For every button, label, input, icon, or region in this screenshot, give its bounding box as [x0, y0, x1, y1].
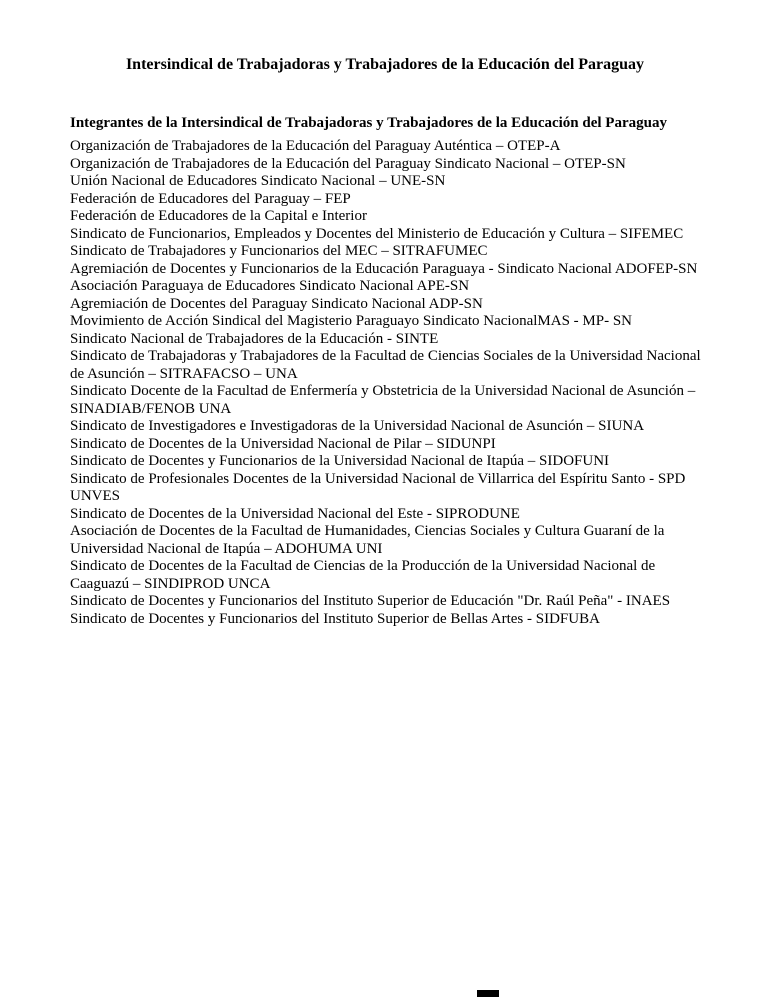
organization-item: Unión Nacional de Educadores Sindicato Nacional – UNE-SN	[70, 173, 446, 189]
section-heading: Integrantes de la Intersindical de Trabajadoras y Trabajadores de la Educación del Paraguay	[70, 115, 667, 132]
organization-item: Sindicato de Trabajadoras y Trabajadores de la Facultad de Ciencias Sociales de la Universidad Nacional de Asunción – SITRAFACSO – UNA	[70, 348, 701, 382]
organization-item: Sindicato de Trabajadores y Funcionarios del MEC – SITRAFUMEC	[70, 243, 488, 259]
organization-item: Agremiación de Docentes y Funcionarios de la Educación Paraguaya - Sindicato Nacional ADOFEP-SN	[70, 260, 698, 277]
organization-list	[70, 138, 704, 628]
document-title: Intersindical de Trabajadoras y Trabajadores de la Educación del Paraguay	[125, 55, 645, 73]
organization-item: Organización de Trabajadores de la Educación del Paraguay Sindicato Nacional – OTEP-SN	[70, 155, 626, 172]
organization-item: Movimiento de Acción Sindical del Magisterio Paraguayo Sindicato NacionalMAS - MP- SN	[70, 313, 633, 329]
organization-item: Organización de Trabajadores de la Educación del Paraguay Auténtica – OTEP-A	[70, 138, 561, 154]
organization-item: Sindicato de Docentes de la Facultad de Ciencias de la Producción de la Universidad Nacional de Caaguazú – SINDIPROD UNCA	[70, 558, 656, 592]
organization-item: Sindicato de Profesionales Docentes de la Universidad Nacional de Villarrica del Espíritu Santo - SPD UNVES	[70, 470, 686, 504]
organization-item: Asociación Paraguaya de Educadores Sindicato Nacional APE-SN	[70, 278, 470, 294]
organization-item: Agremiación de Docentes del Paraguay Sindicato Nacional ADP-SN	[70, 295, 483, 312]
organization-item: Sindicato de Investigadores e Investigadoras de la Universidad Nacional de Asunción – SIUNA	[70, 418, 645, 434]
organization-item: Federación de Educadores de la Capital e Interior	[70, 208, 367, 224]
next-page-fragment	[477, 990, 499, 997]
organization-item: Sindicato de Docentes de la Universidad Nacional del Este - SIPRODUNE	[70, 505, 520, 522]
organization-item: Federación de Educadores del Paraguay – FEP	[70, 190, 351, 207]
organization-item: Asociación de Docentes de la Facultad de Humanidades, Ciencias Sociales y Cultura Guaraní de la Universidad Nacional de Itapúa – ADOHUMA UNI	[70, 523, 665, 557]
organization-item: Sindicato de Docentes y Funcionarios del Instituto Superior de Educación "Dr. Raúl Peña" - INAES	[70, 593, 671, 609]
organization-item: Sindicato de Funcionarios, Empleados y Docentes del Ministerio de Educación y Cultura – SIFEMEC	[70, 225, 684, 242]
organization-item: Sindicato de Docentes y Funcionarios del Instituto Superior de Bellas Artes - SIDFUBA	[70, 610, 600, 627]
organization-item: Sindicato de Docentes de la Universidad Nacional de Pilar – SIDUNPI	[70, 435, 496, 452]
organization-item: Sindicato Docente de la Facultad de Enfermería y Obstetricia de la Universidad Nacional de Asunción – SINADIAB/FENOB UNA	[70, 383, 696, 417]
organization-item: Sindicato Nacional de Trabajadores de la Educación - SINTE	[70, 330, 439, 347]
organization-item: Sindicato de Docentes y Funcionarios de la Universidad Nacional de Itapúa – SIDOFUNI	[70, 453, 610, 469]
